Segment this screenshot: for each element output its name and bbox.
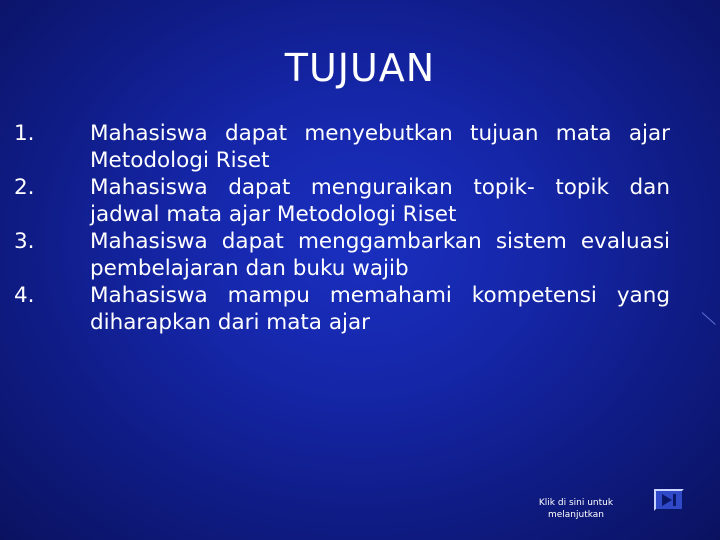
list-item-text: Mahasiswa dapat menguraikan topik- topik dan jadwal mata ajar Metodologi Riset [90, 175, 670, 227]
list-item-number: 4. [14, 283, 35, 308]
slide-title: TUJUAN [284, 46, 436, 90]
list-item-text: Mahasiswa dapat menyebutkan tujuan mata ajar Metodologi Riset [90, 121, 670, 173]
decorative-line [702, 312, 716, 325]
next-link-line-2: melanjutkan [547, 510, 605, 520]
list-item [14, 282, 670, 336]
next-link-line-1: Klik di sini untuk [538, 498, 614, 508]
next-slide-button[interactable] [654, 489, 684, 511]
list-item-number: 2. [14, 175, 35, 200]
next-slide-link[interactable] [524, 497, 628, 521]
list-item [14, 120, 670, 174]
list-item-text: Mahasiswa dapat menggambarkan sistem evaluasi pembelajaran dan buku wajib [90, 229, 670, 281]
skip-to-end-icon [654, 489, 684, 511]
objectives-list [14, 120, 670, 336]
list-item [14, 228, 670, 282]
list-item [14, 174, 670, 228]
list-item-number: 1. [14, 121, 35, 146]
list-item-text: Mahasiswa mampu memahami kompetensi yang diharapkan dari mata ajar [90, 283, 670, 335]
list-item-number: 3. [14, 229, 35, 254]
